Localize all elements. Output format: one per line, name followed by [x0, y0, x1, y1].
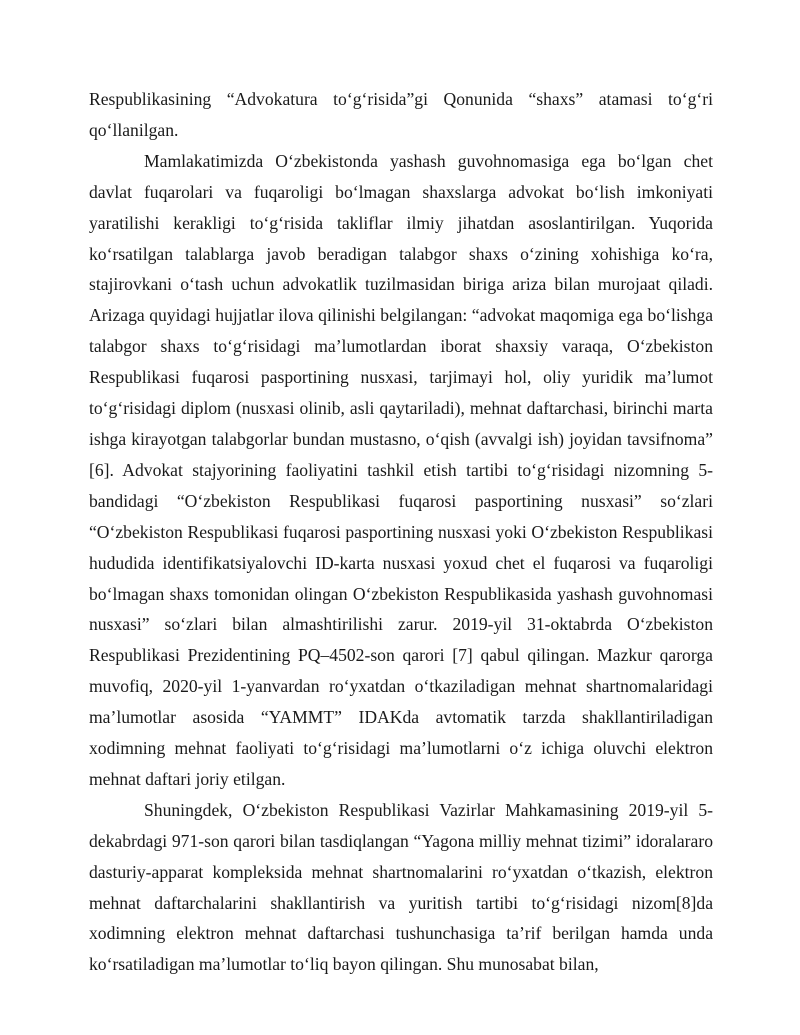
paragraph-1: Respublikasining “Advokatura to‘g‘risida”gi Qonunida “shaxs” atamasi to‘g‘ri qo‘llanilgan. [89, 89, 713, 140]
document-page [89, 84, 713, 980]
paragraph-3: Shuningdek, O‘zbekiston Respublikasi Vazirlar Mahkamasining 2019-yil 5-dekabrdagi 971-son qarori bilan tasdiqlangan “Yagona milliy mehnat tizimi” idoralararo dasturiy-apparat kompleksida mehnat shartnomalarini ro‘yxatdan o‘tkazish, elektron mehnat daftarchalarini shakllantirish va yuritish tartibi to‘g‘risidagi nizom[8]da xodimning elektron mehnat daftarchasi tushunchasiga ta’rif berilgan hamda unda ko‘rsatiladigan ma’lumotlar to‘liq bayon qilingan. Shu munosabat bilan, [89, 799, 713, 975]
paragraph-2: Mamlakatimizda O‘zbekistonda yashash guvohnomasiga ega bo‘lgan chet davlat fuqarolari va fuqaroligi bo‘lmagan shaxslarga advokat bo‘lish imkoniyati yaratilishi kerakligi to‘g‘risida takliflar ilmiy jihatdan asoslantirilgan. Yuqorida ko‘rsatilgan talablarga javob beradigan talabgor shaxs o‘zining xohishiga ko‘ra, stajirovkani o‘tash uchun advokatlik tuzilmasidan biriga ariza bilan murojaat qiladi. Arizaga quyidagi hujjatlar ilova qilinishi belgilangan: “advokat maqomiga ega bo‘lishga talabgor shaxs to‘g‘risidagi ma’lumotlardan iborat shaxsiy varaqa, O‘zbekiston Respublikasi fuqarosi pasportining nusxasi, tarjimayi hol, oliy yuridik ma’lumot to‘g‘risidagi diplom (nusxasi olinib, asli qaytariladi), mehnat daftarchasi, birinchi marta ishga kirayotgan talabgorlar bundan mustasno, o‘qish (avvalgi ish) joyidan tavsifnoma” [6]. Advokat stajyorining faoliyatini tashkil etish tartibi to‘g‘risidagi nizomning 5- bandidagi “O‘zbekiston Respublikasi fuqarosi pasportining nusxasi” so‘zlari “O‘zbekiston Respublikasi fuqarosi pasportining nusxasi yoki O‘zbekiston Respublikasi hududida identifikatsiyalovchi ID-karta nusxasi yoxud chet el fuqarosi va fuqaroligi bo‘lmagan shaxs tomonidan olingan O‘zbekiston Respublikasida yashash guvohnomasi nusxasi” so‘zlari bilan almashtirilishi zarur. 2019-yil 31-oktabrda O‘zbekiston Respublikasi Prezidentining PQ–4502-son qarori [7] qabul qilingan. Mazkur qarorga muvofiq, 2020-yil 1-yanvardan ro‘yxatdan o‘tkaziladigan mehnat shartnomalaridagi ma’lumotlar asosida “YAMMT” IDAKda avtomatik tarzda shakllantiriladigan xodimning mehnat faoliyati to‘g‘risidagi ma’lumotlarni o‘z ichiga oluvchi elektron mehnat daftari joriy etilgan. [89, 150, 713, 789]
